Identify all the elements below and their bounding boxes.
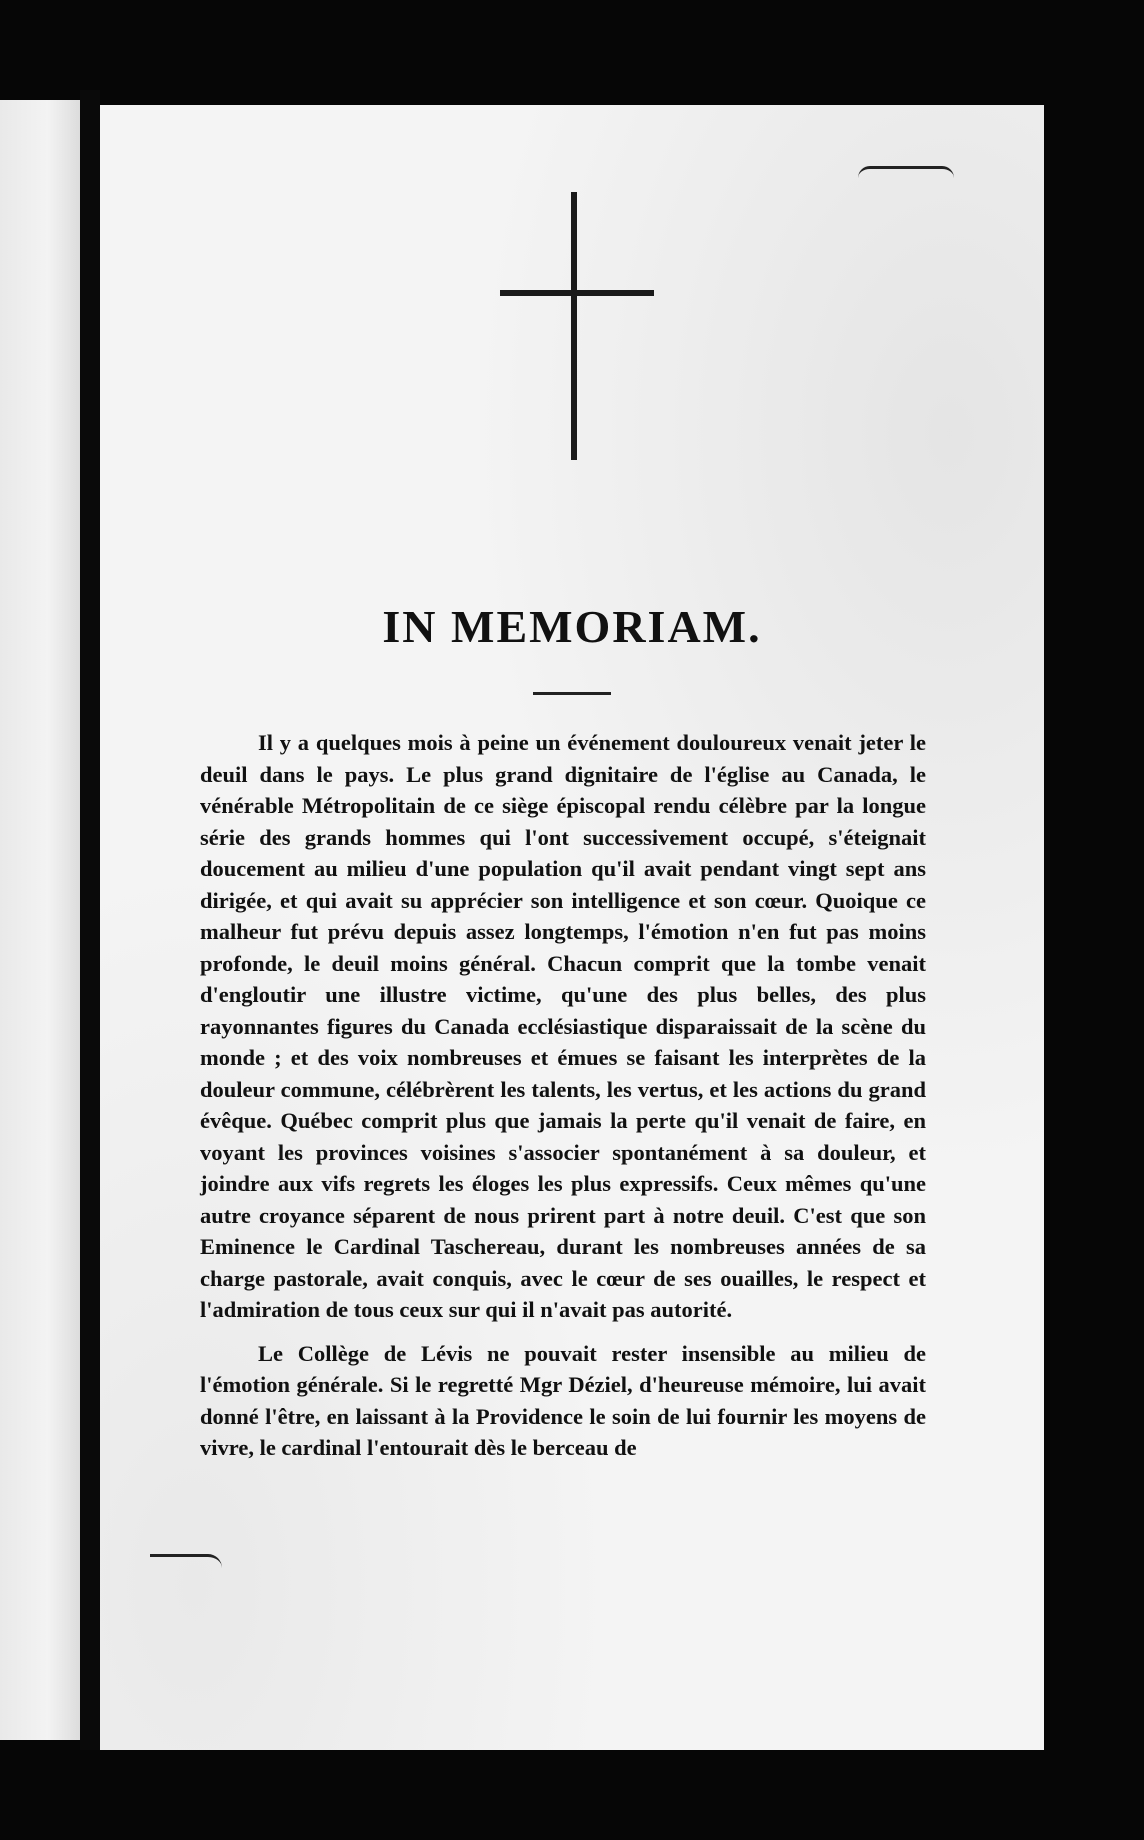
adjacent-page-edge: [0, 100, 80, 1740]
paragraph-1: Il y a quelques mois à peine un événement douloureux venait jeter le deuil dans le pays. Le plus grand dignitaire de l'église au Canada, le vénérable Métropolitain de ce siège épiscopal rendu célèbre par la longue série des grands hommes qui l'ont successivement occupé, s'éteignait doucement au milieu d'une population qu'il avait pendant vingt sept ans dirigée, et qui avait su apprécier son intelligence et son cœur. Quoique ce malheur fut prévu depuis assez longtemps, l'émotion n'en fut pas moins profonde, le deuil moins général. Chacun comprit que la tombe venait d'engloutir une illustre victime, qu'une des plus belles, des plus rayonnantes figures du Canada ecclésiastique disparaissait de la scène du monde ; et des voix nombreuses et émues se faisant les interprètes de la douleur commune, célébrèrent les talents, les vertus, et les actions du grand évêque. Québec comprit plus que jamais la perte qu'il venait de faire, en voyant les provinces voisines s'associer spontanément à sa douleur, et joindre aux vifs regrets les éloges les plus expressifs. Ceux mêmes qu'une autre croyance séparent de nous prirent part à notre deuil. C'est que son Eminence le Cardinal Taschereau, durant les nombreuses années de sa charge pastorale, avait conquis, avec le cœur de ses ouailles, le respect et l'admiration de tous ceux sur qui il n'avait pas autorité.: [200, 730, 926, 1322]
latin-cross-icon: [498, 192, 658, 462]
pencil-mark-top-right: [858, 166, 954, 189]
title-divider: [533, 692, 611, 695]
cross-horizontal-bar: [500, 290, 654, 296]
cross-vertical-bar: [571, 192, 577, 460]
pencil-mark-bottom-left: [150, 1554, 222, 1575]
body-text: [200, 727, 926, 1464]
book-gutter: [80, 90, 100, 1750]
page-title: IN MEMORIAM.: [382, 601, 762, 652]
paragraph-2: Le Collège de Lévis ne pouvait rester insensible au milieu de l'émotion générale. Si le regretté Mgr Déziel, d'heureuse mémoire, lui avait donné l'être, en laissant à la Providence le soin de lui fournir les moyens de vivre, le cardinal l'entourait dès le berceau de: [200, 1340, 926, 1460]
